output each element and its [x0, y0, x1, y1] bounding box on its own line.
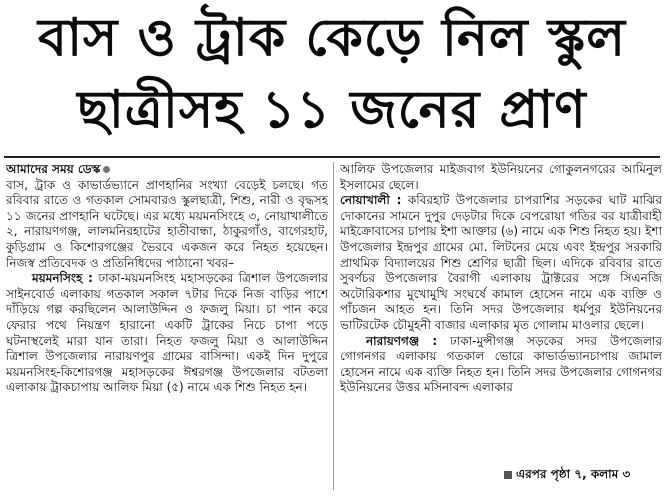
headline-line-2: ছাত্রীসহ ১১ জনের প্রাণ [77, 80, 587, 140]
alif-paragraph: আলিফ উপজেলার মাইজবাগ ইউনিয়নের গোকুলনগরের আমিনুল ইসলামের ছেলে। [340, 162, 662, 192]
headline-divider [4, 156, 660, 158]
bullet-icon [103, 166, 110, 173]
byline [6, 162, 328, 178]
mymensingh-paragraph [6, 271, 328, 396]
continued-label: এরপর পৃষ্ঠা ৭, কলাম ৩ [516, 467, 631, 481]
column-rule [333, 162, 334, 490]
narayanganj-text: ঢাকা-মুন্সীগঞ্জ সড়কের সদর উপজেলার গোগনগর এলাকায় গতকাল ভোরে কাভার্ডভ্যানচাপায় জামাল হোসেন নামে এক ব্যক্তি নিহত হন। তিনি সদর উপজেলার গোগনগর ইউনিয়নের উত্তর মসিনাবন্দ এলাকার [340, 333, 662, 395]
article-column-left [6, 162, 328, 492]
mymensingh-dateline: ময়মনসিংহ : [32, 271, 93, 286]
narayanganj-paragraph [340, 334, 662, 396]
noakhali-paragraph [340, 193, 662, 333]
mymensingh-text: ঢাকা-ময়মনসিংহ মহাসড়কের ত্রিশাল উপজেলার সাইনবোর্ড এলাকায় গতকাল সকাল ৭টার দিকে নিজ বাড়ির পাশে দাঁড়িয়ে গল্প করছিলেন আলাউদ্দিন ও ফজলু মিয়া। চা পান করে ফেরার পথে নিয়ন্ত্রণ হারানো একটি ট্রাকের নিচে চাপা পড়ে ঘটনাস্থলেই মারা যান তারা। নিহত ফজলু মিয়া ও আলাউদ্দিন ত্রিশাল উপজেলার নারায়ণপুর গ্রামের বাসিন্দা। একই দিন দুপুরে ময়মনসিংহ-কিশোরগঞ্জ মহাসড়কের ঈশ্বরগঞ্জ উপজেলার বটতলা এলাকায় ট্রাকচাপায় আলিফ মিয়া (৫) নামে এক শিশু নিহত হন। [6, 271, 328, 395]
noakhali-dateline: নোয়াখালী : [340, 193, 402, 208]
headline-line-1: বাস ও ট্রাক কেড়ে নিল স্কুল [38, 8, 626, 68]
continued-on-page [504, 466, 658, 486]
desk-label: আমাদের সময় ডেস্ক [6, 162, 101, 176]
intro-paragraph: বাস, ট্রাক ও কাভার্ডভ্যানে প্রাণহানির সংখ্যা বেড়েই চলছে। গত রবিবার রাতে ও গতকাল সোমবারও স্কুলছাত্রী, শিশু, নারী ও বৃদ্ধসহ ১১ জনের প্রাণহানি ঘটেছে। এর মধ্যে ময়মনসিংহে ৩, নোয়াখালীতে ২, নারায়ণগঞ্জ, লালমনিরহাটের হাতীবান্ধা, ঠাকুরগাঁও, বাগেরহাট, কুড়িগ্রাম ও কিশোরগঞ্জের ভৈরবে একজন করে নিহত হয়েছেন। নিজস্ব প্রতিবেদক ও প্রতিনিধিদের পাঠানো খবর– [6, 177, 328, 270]
article-column-right [340, 162, 662, 492]
square-bullet-icon [504, 471, 512, 479]
narayanganj-dateline: নারায়ণগঞ্জ : [366, 333, 438, 348]
noakhali-text: কবিরহাট উপজেলার চাপরাশির সড়কের ঘাট মাঝির দোকানের সামনে দুপুর দেড়টার দিকে বেপরোয়া গতির বর যাত্রীবাহী মাইক্রোবাসের চাপায় ইশা আক্তার (৬) নামে এক শিশু নিহত হয়। ইশা উপজেলার ইন্দ্রপুর গ্রামের মো. লিটনের মেয়ে এবং ইন্দ্রপুর সরকারি প্রাথমিক বিদ্যালয়ের শিশু শ্রেণির ছাত্রী ছিল। এদিকে রবিবার রাতে সুবর্ণচর উপজেলার বৈরাগী এলাকায় ট্রাক্টরের সঙ্গে সিএনজি অটোরিকশার মুখোমুখি সংঘর্ষে কামাল হোসেন নামে এক ব্যক্তি ও পাঁচজন আহত হন। তিনি সদর উপজেলার ধর্মপুর ইউনিয়নের ভাটিরটেক চৌমুহনী বাজার এলাকার মৃত গোলাম মাওলার ছেলে। [340, 193, 662, 332]
